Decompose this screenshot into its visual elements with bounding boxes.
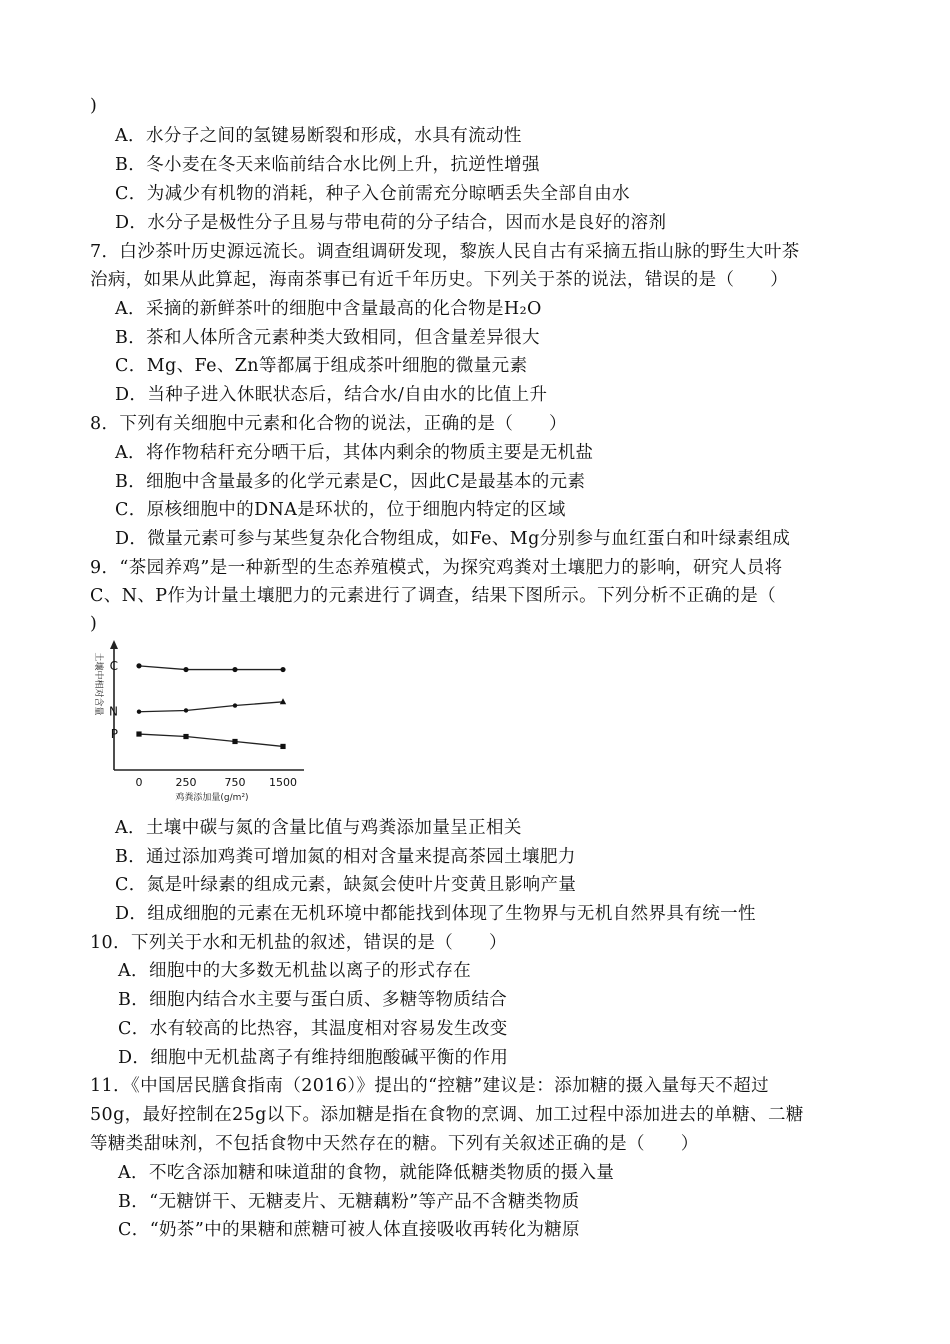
series-label-n: N — [109, 704, 118, 719]
series-label-c: C — [109, 658, 118, 673]
point-c-0 — [136, 663, 141, 668]
x-tick-label-0: 0 — [135, 776, 143, 789]
q10-stem: 10．下列关于水和无机盐的叙述，错误的是（ ） — [90, 933, 507, 953]
chart-y-axis-label: 土壤中相对含量 — [93, 652, 103, 716]
series-label-p: P — [110, 727, 118, 742]
q6-option-b: B．冬小麦在冬天来临前结合水比例上升，抗逆性增强 — [115, 155, 540, 175]
q7-stem-line-2: 治病，如果从此算起，海南茶事已有近千年历史。下列关于茶的说法，错误的是（ ） — [90, 270, 789, 290]
q7-option-c: C．Mg、Fe、Zn等都属于组成茶叶细胞的微量元素 — [115, 356, 528, 376]
point-c-1500 — [280, 667, 285, 672]
q9-option-a: A．土壤中碳与氮的含量比值与鸡粪添加量呈正相关 — [115, 818, 522, 838]
q6-option-a: A．水分子之间的氢键易断裂和形成，水具有流动性 — [115, 126, 522, 146]
q7-stem-line-1: 7．白沙茶叶历史源远流长。调查组调研发现，黎族人民自古有采摘五指山脉的野生大叶茶 — [90, 242, 800, 262]
q9-option-c: C．氮是叶绿素的组成元素，缺氮会使叶片变黄且影响产量 — [115, 875, 577, 895]
q8-option-b: B．细胞中含量最多的化学元素是C，因此C是最基本的元素 — [115, 472, 586, 492]
chart-x-axis-label: 鸡粪添加量(g/m²) — [175, 793, 249, 803]
q9-option-d: D．组成细胞的元素在无机环境中都能找到体现了生物界与无机自然界具有统一性 — [115, 904, 756, 924]
point-n-250 — [184, 708, 188, 712]
q11-stem-line-1: 11．《中国居民膳食指南（2016）》提出的“控糖”建议是：添加糖的摄入量每天不超过 — [90, 1076, 769, 1096]
q9-option-b: B．通过添加鸡粪可增加氮的相对含量来提高茶园土壤肥力 — [115, 847, 576, 867]
series-line-p — [139, 734, 283, 746]
point-n-1500 — [280, 698, 286, 704]
q11-stem-line-2: 50g，最好控制在25g以下。添加糖是指在食物的烹调、加工过程中添加进去的单糖、二糖 — [90, 1105, 804, 1125]
point-c-250 — [183, 667, 188, 672]
q9-stem-line-2: C、N、P作为计量土壤肥力的元素进行了调查，结果下图所示。下列分析不正确的是（ — [90, 586, 777, 606]
point-p-1500 — [280, 744, 285, 749]
q8-option-a: A．将作物秸秆充分晒干后，其体内剩余的物质主要是无机盐 — [115, 443, 594, 463]
q10-option-b: B．细胞内结合水主要与蛋白质、多糖等物质结合 — [118, 990, 508, 1010]
q8-option-c: C．原核细胞中的DNA是环状的，位于细胞内特定的区域 — [115, 500, 566, 520]
point-n-0 — [137, 710, 141, 714]
chart-y-axis-arrow — [110, 640, 118, 649]
series-line-n — [139, 702, 283, 712]
q7-option-d: D．当种子进入休眠状态后，结合水/自由水的比值上升 — [115, 385, 548, 405]
x-tick-label-750: 750 — [224, 776, 246, 789]
q9-stem-line-1: 9．“茶园养鸡”是一种新型的生态养殖模式，为探究鸡粪对土壤肥力的影响，研究人员将 — [90, 558, 783, 578]
q11-option-c: C．“奶茶”中的果糖和蔗糖可被人体直接吸收再转化为糖原 — [118, 1220, 581, 1240]
q10-option-d: D．细胞中无机盐离子有维持细胞酸碱平衡的作用 — [118, 1048, 509, 1068]
q9-stem-line-3: ) — [90, 614, 98, 634]
q8-stem: 8．下列有关细胞中元素和化合物的说法，正确的是（ ） — [90, 414, 567, 434]
point-n-750 — [233, 703, 237, 707]
q9-chart — [86, 636, 316, 806]
q8-option-d: D．微量元素可参与某些复杂化合物组成，如Fe、Mg分别参与血红蛋白和叶绿素组成 — [115, 529, 791, 549]
point-p-750 — [232, 739, 237, 744]
series-line-c — [139, 666, 283, 670]
q6-option-d: D．水分子是极性分子且易与带电荷的分子结合，因而水是良好的溶剂 — [115, 213, 667, 233]
q7-option-a: A．采摘的新鲜茶叶的细胞中含量最高的化合物是H₂O — [115, 299, 542, 319]
q11-option-b: B．“无糖饼干、无糖麦片、无糖藕粉”等产品不含糖类物质 — [118, 1192, 580, 1212]
x-tick-label-250: 250 — [175, 776, 197, 789]
q6-option-c: C．为减少有机物的消耗，种子入仓前需充分晾晒丢失全部自由水 — [115, 184, 630, 204]
q10-option-c: C．水有较高的比热容，其温度相对容易发生改变 — [118, 1019, 508, 1039]
q7-option-b: B．茶和人体所含元素种类大致相同，但含量差异很大 — [115, 328, 540, 348]
q10-option-a: A．细胞中的大多数无机盐以离子的形式存在 — [118, 961, 472, 981]
point-p-0 — [136, 731, 141, 736]
point-c-750 — [232, 667, 237, 672]
chart-svg — [86, 636, 316, 806]
x-tick-label-1500: 1500 — [269, 776, 297, 789]
q6-stem-tail: ) — [90, 96, 98, 116]
q11-stem-line-3: 等糖类甜味剂，不包括食物中天然存在的糖。下列有关叙述正确的是（ ） — [90, 1134, 699, 1154]
q11-option-a: A．不吃含添加糖和味道甜的食物，就能降低糖类物质的摄入量 — [118, 1163, 615, 1183]
point-p-250 — [183, 734, 188, 739]
